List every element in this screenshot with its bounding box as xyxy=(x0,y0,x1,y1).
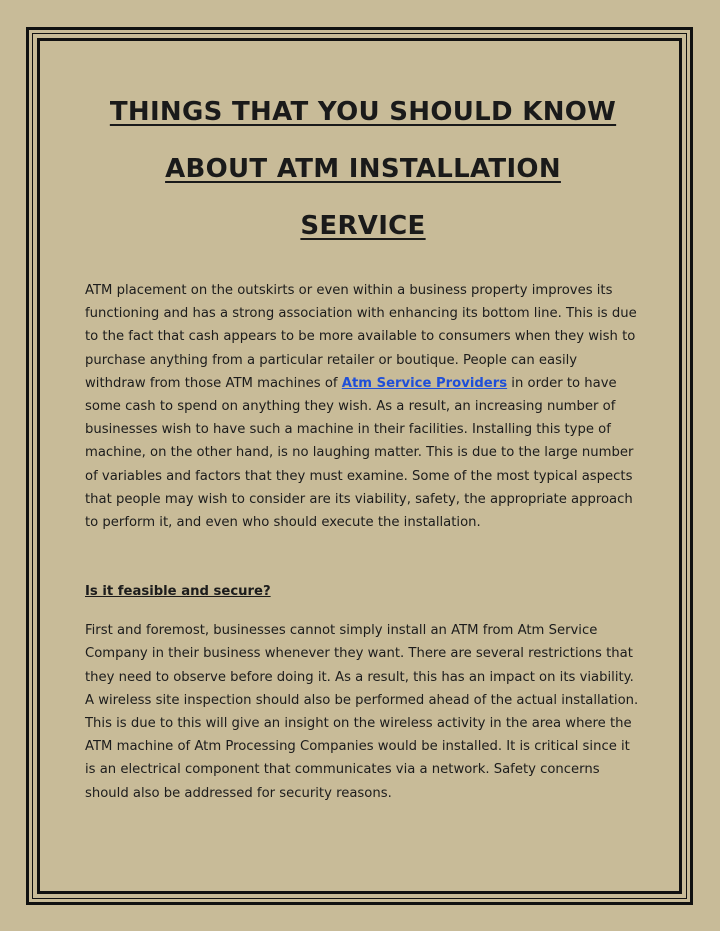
document-title xyxy=(85,84,641,255)
section-heading: Is it feasible and secure? xyxy=(85,584,271,600)
document-content xyxy=(85,84,641,805)
title-line-3: SERVICE xyxy=(300,211,426,241)
intro-text-before-link: ATM placement on the outskirts or even within a business property improves its functioning and has a strong association with enhancing its bottom line. This is due to the fact that cash appears to be more available to consumers when they wish to purchase anything from a particular retailer or boutique. People can easily withdraw from those ATM machines of xyxy=(85,283,637,391)
intro-text-after-link: in order to have some cash to spend on anything they wish. As a result, an increasing number of businesses wish to have such a machine in their facilities. Installing this type of machine, on the other hand, is no laughing matter. This is due to the large number of variables and factors that they must examine. Some of the most typical aspects that people may wish to consider are its viability, safety, the appropriate approach to perform it, and even who should execute the installation. xyxy=(85,375,634,531)
intro-paragraph xyxy=(85,279,641,534)
atm-service-providers-link[interactable]: Atm Service Providers xyxy=(341,375,508,391)
feasibility-paragraph: First and foremost, businesses cannot simply install an ATM from Atm Service Company in their business whenever they want. There are several restrictions that they need to observe before doing it. As a result, this has an impact on its viability. A wireless site inspection should also be performed ahead of the actual installation. This is due to this will give an insight on the wireless activity in the area where the ATM machine of Atm Processing Companies would be installed. It is critical since it is an electrical component that communicates via a network. Safety concerns should also be addressed for security reasons. xyxy=(85,623,639,801)
title-line-2: ABOUT ATM INSTALLATION xyxy=(165,154,561,184)
title-line-1: THINGS THAT YOU SHOULD KNOW xyxy=(109,97,617,127)
